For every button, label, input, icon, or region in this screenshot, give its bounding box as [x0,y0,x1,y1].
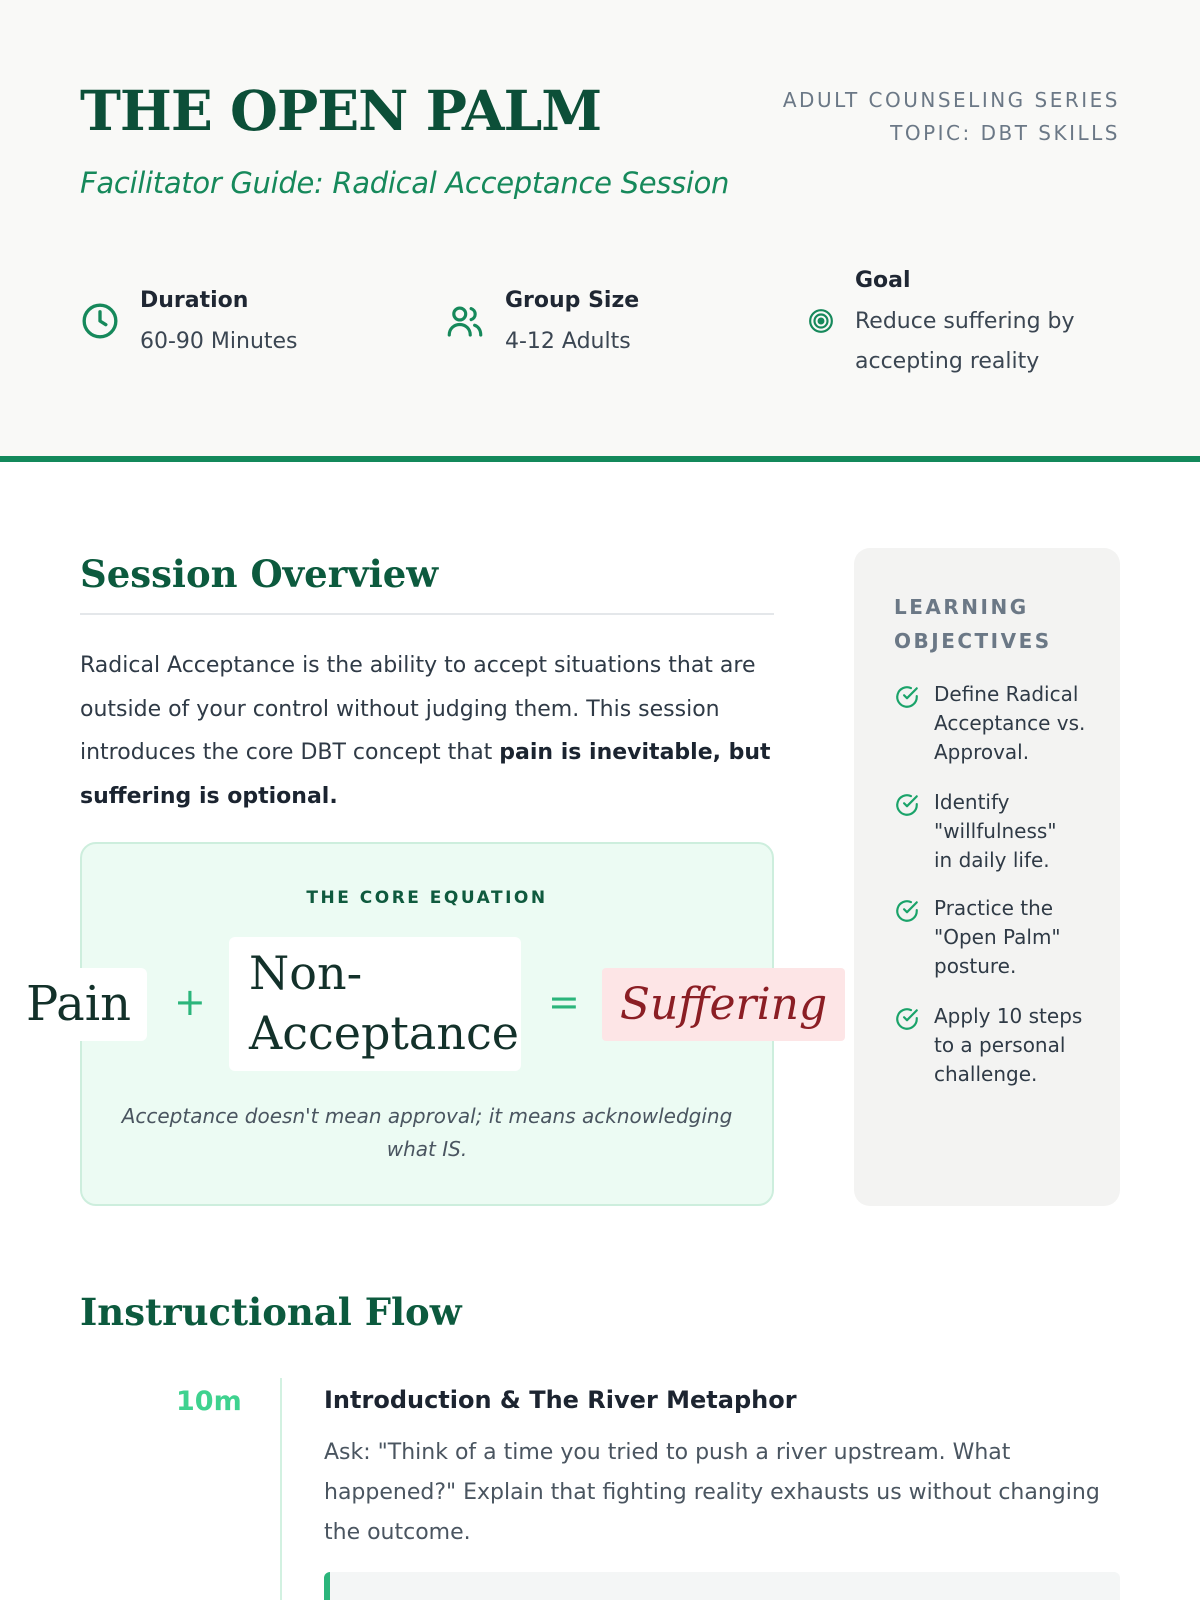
equation-term-non-acceptance [229,937,521,1071]
objective-line: Apply 10 steps [934,1004,1083,1028]
facilitator-tip-box [324,1572,1120,1600]
objective-line: Define Radical [934,682,1079,706]
step-title: Introduction & The River Metaphor [324,1386,797,1414]
meta-value: accepting reality [855,349,1040,374]
overview-paragraph [80,644,780,818]
step-duration: 10m [176,1386,242,1417]
objective-line: to a personal [934,1033,1066,1057]
users-icon [444,300,486,342]
page-title: THE OPEN PALM [80,78,602,143]
objective-line: Practice the [934,896,1054,920]
equation-term-line: Acceptance [249,1006,519,1060]
check-circle-icon [894,1006,920,1036]
equation-note: Acceptance doesn't mean approval; it means acknowledging what IS. [121,1104,733,1161]
objective-line: "willfulness" [934,819,1057,843]
objective-line: challenge. [934,1062,1038,1086]
objective-line: posture. [934,954,1017,978]
divider [80,613,774,615]
meta-label: Duration [140,288,249,313]
section-title-flow: Instructional Flow [80,1290,462,1334]
objectives-heading-line: LEARNING [894,595,1029,619]
equation-plus: + [174,980,206,1024]
objective-line: Acceptance vs. [934,711,1086,735]
equation-result-suffering: Suffering [602,968,845,1041]
check-circle-icon [894,684,920,714]
meta-label: Group Size [505,288,640,313]
section-title-overview: Session Overview [80,552,439,596]
overview-emphasis: pain is inevitable, but suffering is optional. [80,740,771,809]
objective-line: "Open Palm" [934,925,1061,949]
target-icon [808,308,834,334]
objective-text [934,788,1109,875]
equation-term-pain: Pain [10,968,147,1041]
equation-equals: = [548,980,580,1024]
objectives-heading [894,590,1094,658]
equation-term-line: Non- [249,946,363,1000]
objective-line: in daily life. [934,848,1050,872]
objectives-heading-line: OBJECTIVES [894,629,1052,653]
objective-line: Identify [934,790,1010,814]
objective-text [934,894,1109,981]
meta-value: Reduce suffering by [855,309,1075,334]
page-header [0,0,1200,462]
clock-icon [80,301,120,341]
meta-label: Goal [855,268,911,293]
meta-value: 60-90 Minutes [140,329,298,354]
topic-label: TOPIC: DBT SKILLS [890,121,1120,145]
objective-text [934,1002,1109,1089]
timeline-line [280,1378,282,1600]
overview-text: Radical Acceptance is the ability to accept situations that are outside of your control without judging them. This session introduces the core DBT concept that [80,653,756,765]
step-description: Ask: "Think of a time you tried to push a river upstream. What happened?" Explain that fighting reality exhausts us without changing the outcome. [324,1440,1100,1545]
check-circle-icon [894,898,920,928]
series-info [783,84,1120,150]
page-subtitle: Facilitator Guide: Radical Acceptance Session [80,166,730,200]
objective-text [934,680,1109,767]
objective-line: Approval. [934,740,1030,764]
equation-caption: THE CORE EQUATION [306,888,548,908]
check-circle-icon [894,792,920,822]
series-label: ADULT COUNSELING SERIES [782,88,1120,112]
meta-value: 4-12 Adults [505,329,631,354]
